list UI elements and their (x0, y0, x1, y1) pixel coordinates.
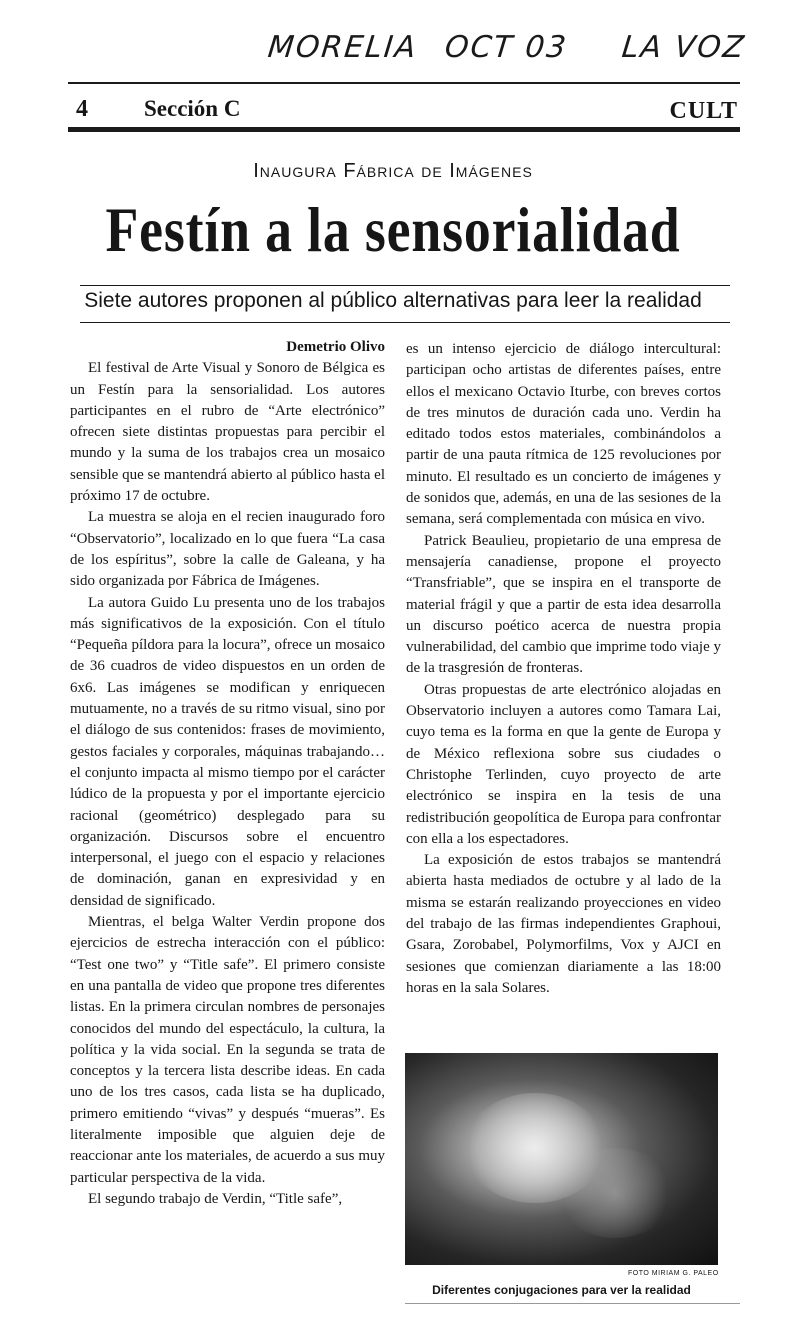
subhead: Siete autores proponen al público alternativas para leer la realidad (84, 289, 702, 312)
photo-caption: Diferentes conjugaciones para ver la realidad (432, 1283, 691, 1297)
page-number: 4 (76, 96, 88, 122)
paragraph: Patrick Beaulieu, propietario de una empresa de mensajería canadiense, propone el proyecto “Transfriable”, que se inspira en el transporte de material frágil y que a partir de esta idea desarrolla un discurso poético acerca de nuestra propia vulnerabilidad, del cambio que imprime todo viaje y de la trasgresión de fronteras. (406, 532, 721, 677)
handwritten-paper: LA VOZ (620, 30, 748, 65)
paragraph: El segundo trabajo de Verdin, “Title safe”, (88, 1190, 343, 1207)
caption-rule (405, 1303, 740, 1304)
kicker: Inaugura Fábrica de Imágenes (253, 160, 533, 182)
paragraph: El festival de Arte Visual y Sonoro de Bélgica es un Festín para la sensorialidad. Los autores participantes en el rubro de “Arte electrónico” ofrecen siete distintas propuestas para percibir el mundo y la suma de los trabajos crea un mosaico sensible que se mantendrá abierto al público hasta el próximo 17 de octubre. (70, 360, 385, 505)
paragraph: es un intenso ejercicio de diálogo intercultural: participan ocho artistas de diferentes países, entre ellos el mexicano Octavio Iturbe, con breves cortos de tres minutos de duración cada uno. Verdin ha editado todos estos materiales, combinándolos a partir de una pauta rítmica de 125 revoluciones por minuto. El resultado es un concierto de imágenes y de sonidos que, además, en una de las sesiones de la semana, será complementada con música en vivo. (406, 341, 721, 528)
photo-highlight (555, 1148, 675, 1238)
handwritten-city: MORELIA (266, 30, 420, 65)
section-title: Sección C (144, 96, 241, 121)
paragraph: La exposición de estos trabajos se mantendrá abierta hasta mediados de octubre y al lado de la misma se estarán realizando proyecciones en video del trabajo de las firmas independientes Graphoui, Gsara, Zorobabel, Polymorfilms, Vox y AJCI en sesiones que comienzan diariamente a las 18:00 horas en la sala Solares. (406, 852, 721, 996)
paragraph: Otras propuestas de arte electrónico alojadas en Observatorio incluyen a autores como Tamara Lai, cuyo tema es la forma en que la gente de Europa y de México reflexiona sobre sus ciudades o Christophe Terlinden, cuyo proyecto de arte electrónico se inspira en la tesis de una redistribución geopolítica de Europa para confrontar con ella a los espectadores. (406, 681, 721, 847)
paragraph: La autora Guido Lu presenta uno de los trabajos más significativos de la exposición. Con el título “Pequeña píldora para la locura”, ofrece un mosaico de 36 cuadros de video dispuestos en un orden de 6x6. Las imágenes se modifican y enriquecen mutuamente, no a través de su ritmo visual, sino por el diálogo de sus contenidos: frases de movimiento, gestos faciales y corporales, máquinas trabajando… el conjunto impacta al mismo tiempo por el carácter lúdico de la propuesta y por el importante ejercicio racional (geométrico) desplegado para su organización. Discursos sobre el encuentro interpersonal, el juego con el espacio y relaciones de dominación, ganan en expresividad y en densidad de significado. (70, 594, 385, 909)
header-top-rule (68, 82, 740, 84)
paragraph: La muestra se aloja en el recien inaugurado foro “Observatorio”, localizado en lo que fuera “La casa de los espíritus”, sobre la calle de Galeana, y ha sido organizada por Fábrica de Imágenes. (70, 509, 385, 590)
section-tag: CULT (669, 98, 738, 124)
article-column-left (70, 337, 385, 1210)
subhead-top-rule (80, 285, 730, 286)
photo-credit: FOTO MIRIAM G. PALEO (628, 1270, 719, 1277)
article-column-right (406, 339, 721, 999)
headline: Festín a la sensorialidad (105, 194, 681, 265)
header-bottom-rule (68, 127, 740, 132)
byline: Demetrio Olivo (286, 339, 385, 355)
article-photo (405, 1053, 718, 1265)
paragraph: Mientras, el belga Walter Verdin propone dos ejercicios de estrecha interacción con el público: “Test one two” y “Title safe”. El primero consiste en una pantalla de video que propone tres diferentes listas. En la primera circulan nombres de personajes conocidos del mundo del espectáculo, la cultura, la política y la vida social. En la segunda se trata de conceptos y la tercera lista describe ideas. En cada uno de los tres casos, cada lista se ha duplicado, primero emitiendo “vivas” y después “mueras”. Es literalmente imposible que alguien deje de reaccionar ante los materiales, de acuerdo a sus muy particular perspectiva de la vida. (70, 914, 385, 1186)
subhead-bottom-rule (80, 322, 730, 323)
handwritten-date: OCT 03 (443, 30, 570, 65)
